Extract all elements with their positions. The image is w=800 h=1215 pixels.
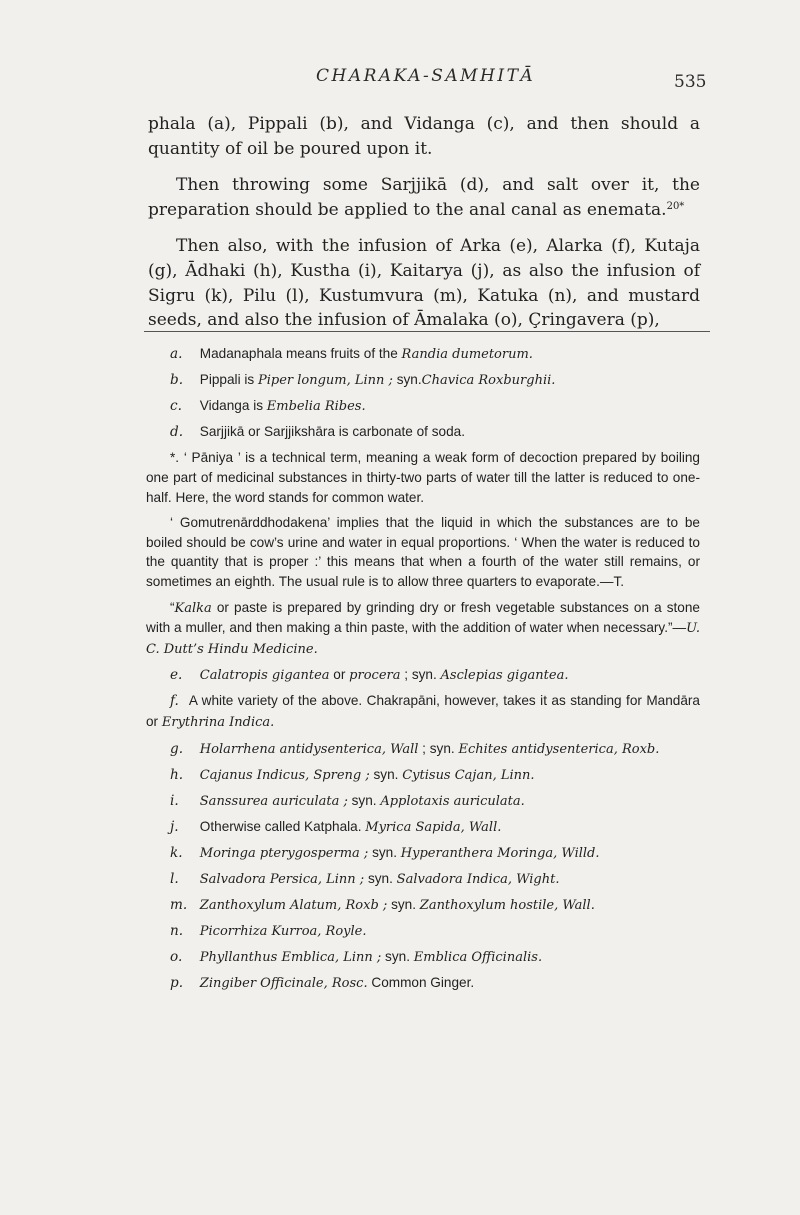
footnote-n [146, 921, 700, 942]
footnote-label: i. [170, 792, 179, 809]
paragraph-1: phala (a), Pippali (b), and Vidanga (c), and then should a quantity of oil be poured upon it. [148, 114, 700, 159]
footnote-d [146, 422, 700, 443]
botanical-name: Holarrhena antidysenterica, Wall [199, 741, 419, 757]
footnote-j [146, 817, 700, 838]
botanical-synonym: Cytisus Cajan, Linn. [402, 767, 535, 783]
footnote-text: ; syn. [400, 667, 441, 683]
footnote-label: e. [170, 667, 183, 684]
botanical-synonym: Emblica Officinalis. [413, 950, 543, 966]
footnote-text: A white variety of the above. Chakrapāni, however, takes it as standing for Mandāra or [146, 693, 700, 729]
footnote-m [146, 895, 700, 916]
footnote-i [146, 791, 700, 812]
footnote-text: Pippali is [199, 372, 258, 388]
botanical-name: Zingiber Officinale, Rosc. [199, 976, 368, 992]
footnote-label: n. [170, 923, 184, 940]
botanical-name: Calatropis gigantea [199, 668, 330, 684]
botanical-name: Piper longum, Linn ; [257, 373, 393, 389]
botanical-synonym: Chavica Roxburghii. [421, 373, 556, 389]
footnote-text: ; syn. [418, 740, 459, 756]
botanical-synonym: Salvadora Indica, Wight. [396, 872, 560, 888]
footnote-text: Common Ginger. [367, 975, 475, 991]
footnote-gomutra: ‘ Gomutrenārddhodakena’ implies that the liquid in which the substances are to be boiled should be cow’s urine and water in equal proportions. ‘ When the water is reduced to the quantity that is proper :’ this means that when a fourth of the water still remains, or sometimes an eighth. The usual rule is to allow three quarters to evaporate.—T. [146, 515, 700, 589]
footnote-label: j. [170, 818, 179, 835]
footnote-k [146, 843, 700, 864]
botanical-synonym: Hyperanthera Moringa, Willd. [400, 845, 600, 861]
footnote-text: syn. [364, 871, 397, 887]
footnote-label: h. [170, 766, 184, 783]
botanical-synonym: Asclepias gigantea. [440, 668, 569, 684]
term: Kalka [174, 600, 212, 616]
footnote-text: syn. [347, 792, 381, 808]
botanical-name: Zanthoxylum Alatum, Roxb ; [199, 898, 388, 914]
footnote-label: m. [170, 897, 188, 914]
footnote-p [146, 973, 700, 994]
botanical-synonym: Echites antidysenterica, Roxb. [458, 741, 660, 757]
footnote-g [146, 739, 700, 760]
footnote-text: Vidanga is [199, 398, 267, 414]
footnote-label: b. [170, 372, 184, 389]
footnote-star [146, 448, 700, 507]
paragraph-2-text: Then throwing some Sarjjikā (d), and salt over it, the preparation should be applied to the anal canal as enemata. [148, 175, 700, 220]
botanical-synonym: Zanthoxylum hostile, Wall. [419, 898, 595, 914]
page-header [0, 66, 800, 96]
footnote-label: c. [170, 398, 182, 415]
footnote-label: g. [170, 740, 184, 757]
footnote-text: or paste is prepared by grinding dry or fresh vegetable substances on a stone with a muller, and then making a thin paste, with the addition of water when necessary.”— [146, 599, 700, 636]
footnote-b [146, 370, 700, 391]
botanical-name: Sanssurea auriculata ; [199, 793, 348, 809]
footnotes [146, 344, 700, 1000]
botanical-name: Moringa pterygosperma ; [199, 845, 369, 861]
main-text [148, 112, 700, 333]
botanical-synonym: Applotaxis auriculata. [380, 793, 525, 809]
footnote-text: or [329, 667, 350, 683]
botanical-name: Salvadora Persica, Linn ; [199, 872, 365, 888]
footnote-text: syn. [387, 897, 420, 913]
botanical-name: procera [349, 668, 401, 684]
paragraph-2 [148, 173, 700, 222]
footnote-text: Sarjjikā or Sarjjikshāra is carbonate of soda. [199, 424, 465, 440]
footnote-label: f. [170, 693, 179, 710]
footnote-label: p. [170, 975, 184, 992]
citation: U. C. Dutt’s Hindu Medicine. [146, 621, 700, 657]
footnote-text: syn. [381, 949, 414, 965]
footnote-label: a. [170, 346, 183, 362]
footnote-label: o. [170, 949, 183, 966]
botanical-name: Myrica Sapida, Wall. [365, 819, 502, 835]
footnote-f [146, 691, 700, 732]
botanical-name: Erythrina Indica. [161, 715, 275, 730]
footnote-label: d. [170, 424, 184, 441]
footnote-e [146, 665, 700, 686]
running-title: CHARAKA-SAMHITĀ [316, 66, 536, 86]
footnote-label: l. [170, 871, 179, 888]
footnote-kalka [146, 598, 700, 660]
footnote-label: *. [170, 450, 180, 466]
footnote-a [146, 344, 700, 365]
botanical-name: Picorrhiza Kurroa, Royle. [199, 924, 367, 940]
footnote-divider [144, 331, 710, 332]
footnote-ref: 20* [666, 200, 685, 212]
botanical-name: Randia dumetorum. [401, 347, 533, 362]
open-quote: “ [170, 599, 175, 615]
footnote-text: syn. [369, 766, 403, 782]
footnote-label: k. [170, 844, 183, 861]
paragraph-3: Then also, with the infusion of Arka (e), Alarka (f), Kutaja (g), Ādhaki (h), Kustha (i), Kaitarya (j), as also the infusion of Sigru (k), Pilu (l), Kustumvura (m), Katuka (n), and mustard seeds, and also the infusion of Āmalaka (o), Çringavera (p), [148, 236, 700, 331]
footnote-text: syn. [392, 372, 422, 388]
footnote-text: Madanaphala means fruits of the [199, 346, 402, 361]
footnote-l [146, 869, 700, 890]
botanical-name: Embelia Ribes. [266, 399, 366, 415]
botanical-name: Phyllanthus Emblica, Linn ; [199, 950, 382, 966]
footnote-text: ‘ Pāniya ’ is a technical term, meaning a weak form of decoction prepared by boiling one part of medicinal substances in thirty-two parts of water till the latter is reduced to one-half. Here, the word stands for common water. [146, 450, 700, 505]
footnote-o [146, 947, 700, 968]
footnote-text: syn. [368, 844, 401, 860]
botanical-name: Cajanus Indicus, Spreng ; [199, 767, 370, 783]
page-number: 535 [674, 72, 707, 92]
footnote-c [146, 396, 700, 417]
footnote-text: Otherwise called Katphala. [199, 818, 366, 834]
footnote-h [146, 765, 700, 786]
